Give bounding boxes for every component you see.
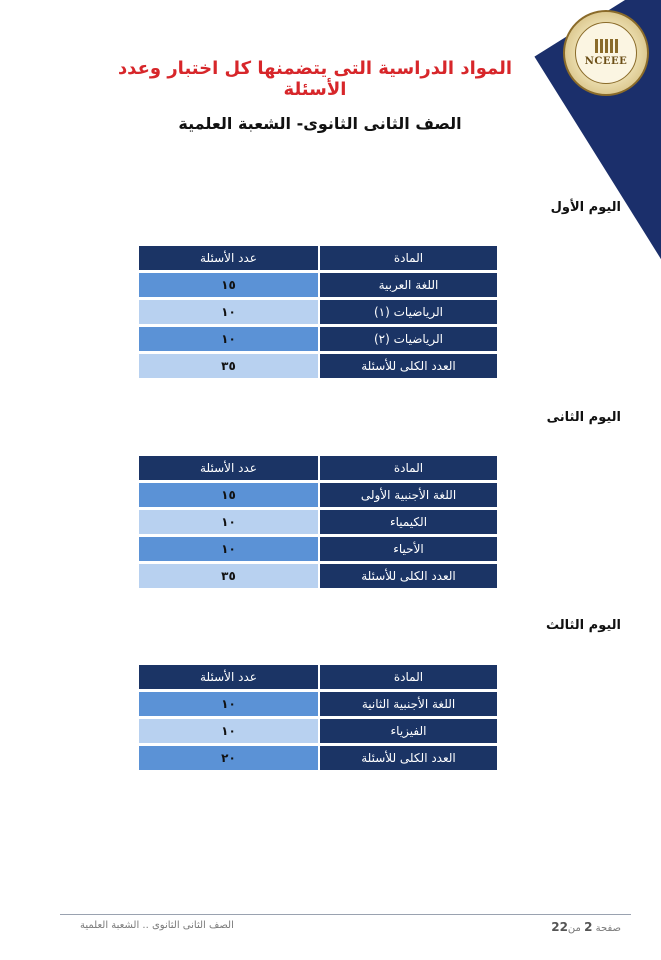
table-row (139, 354, 497, 378)
table-row (139, 537, 497, 561)
table-row (139, 483, 497, 507)
table-row (139, 300, 497, 324)
subject-cell: العدد الكلى للأسئلة (318, 746, 497, 770)
logo-inner-seal (575, 22, 637, 84)
count-cell: ١٠ (139, 300, 318, 324)
subject-cell: الكيمياء (318, 510, 497, 534)
page-current: 2 (584, 920, 593, 934)
subject-cell: اللغة العربية (318, 273, 497, 297)
count-cell: ١٥ (139, 273, 318, 297)
header-subject: المادة (318, 246, 497, 270)
footer-divider (60, 914, 631, 915)
count-cell: ١٠ (139, 692, 318, 716)
header-subject: المادة (318, 456, 497, 480)
subject-cell: الرياضيات (١) (318, 300, 497, 324)
header-subject: المادة (318, 665, 497, 689)
day-1-table (139, 243, 497, 381)
table-row (139, 510, 497, 534)
page-prefix: صفحة (595, 923, 621, 934)
subject-cell: اللغة الأجنبية الأولى (318, 483, 497, 507)
subject-cell: الرياضيات (٢) (318, 327, 497, 351)
day-2-table (139, 453, 497, 591)
table-row (139, 327, 497, 351)
table-header-row (139, 665, 497, 689)
day-1-label: اليوم الأول (550, 200, 621, 215)
subject-cell: العدد الكلى للأسئلة (318, 564, 497, 588)
count-cell: ١٠ (139, 537, 318, 561)
subject-cell: العدد الكلى للأسئلة (318, 354, 497, 378)
footer-page-number (551, 920, 621, 934)
header-count: عدد الأسئلة (139, 456, 318, 480)
subject-cell: الأحياء (318, 537, 497, 561)
footer-document-label: الصف الثانى الثانوى .. الشعبة العلمية (80, 920, 234, 931)
page-total: 22 (551, 920, 568, 934)
page-subtitle: الصف الثانى الثانوى- الشعبة العلمية (178, 114, 462, 133)
table-row (139, 692, 497, 716)
subject-cell: الفيزياء (318, 719, 497, 743)
header-count: عدد الأسئلة (139, 246, 318, 270)
count-cell: ١٠ (139, 719, 318, 743)
nceee-logo (563, 10, 649, 96)
count-cell: ٢٠ (139, 746, 318, 770)
table-row (139, 564, 497, 588)
header-count: عدد الأسئلة (139, 665, 318, 689)
count-cell: ٣٥ (139, 354, 318, 378)
table-row (139, 719, 497, 743)
count-cell: ٣٥ (139, 564, 318, 588)
table-header-row (139, 456, 497, 480)
day-3-table (139, 662, 497, 773)
count-cell: ١٠ (139, 510, 318, 534)
logo-text: NCEEE (584, 56, 628, 67)
day-3-label: اليوم الثالث (545, 618, 621, 633)
logo-columns-icon (595, 39, 618, 53)
table-header-row (139, 246, 497, 270)
count-cell: ١٠ (139, 327, 318, 351)
day-2-label: اليوم الثانى (546, 410, 621, 425)
page-of: من (567, 923, 581, 934)
subject-cell: اللغة الأجنبية الثانية (318, 692, 497, 716)
count-cell: ١٥ (139, 483, 318, 507)
page-title: المواد الدراسية التى يتضمنها كل اختبار وعدد الأسئلة (117, 58, 513, 100)
table-row (139, 273, 497, 297)
table-row (139, 746, 497, 770)
